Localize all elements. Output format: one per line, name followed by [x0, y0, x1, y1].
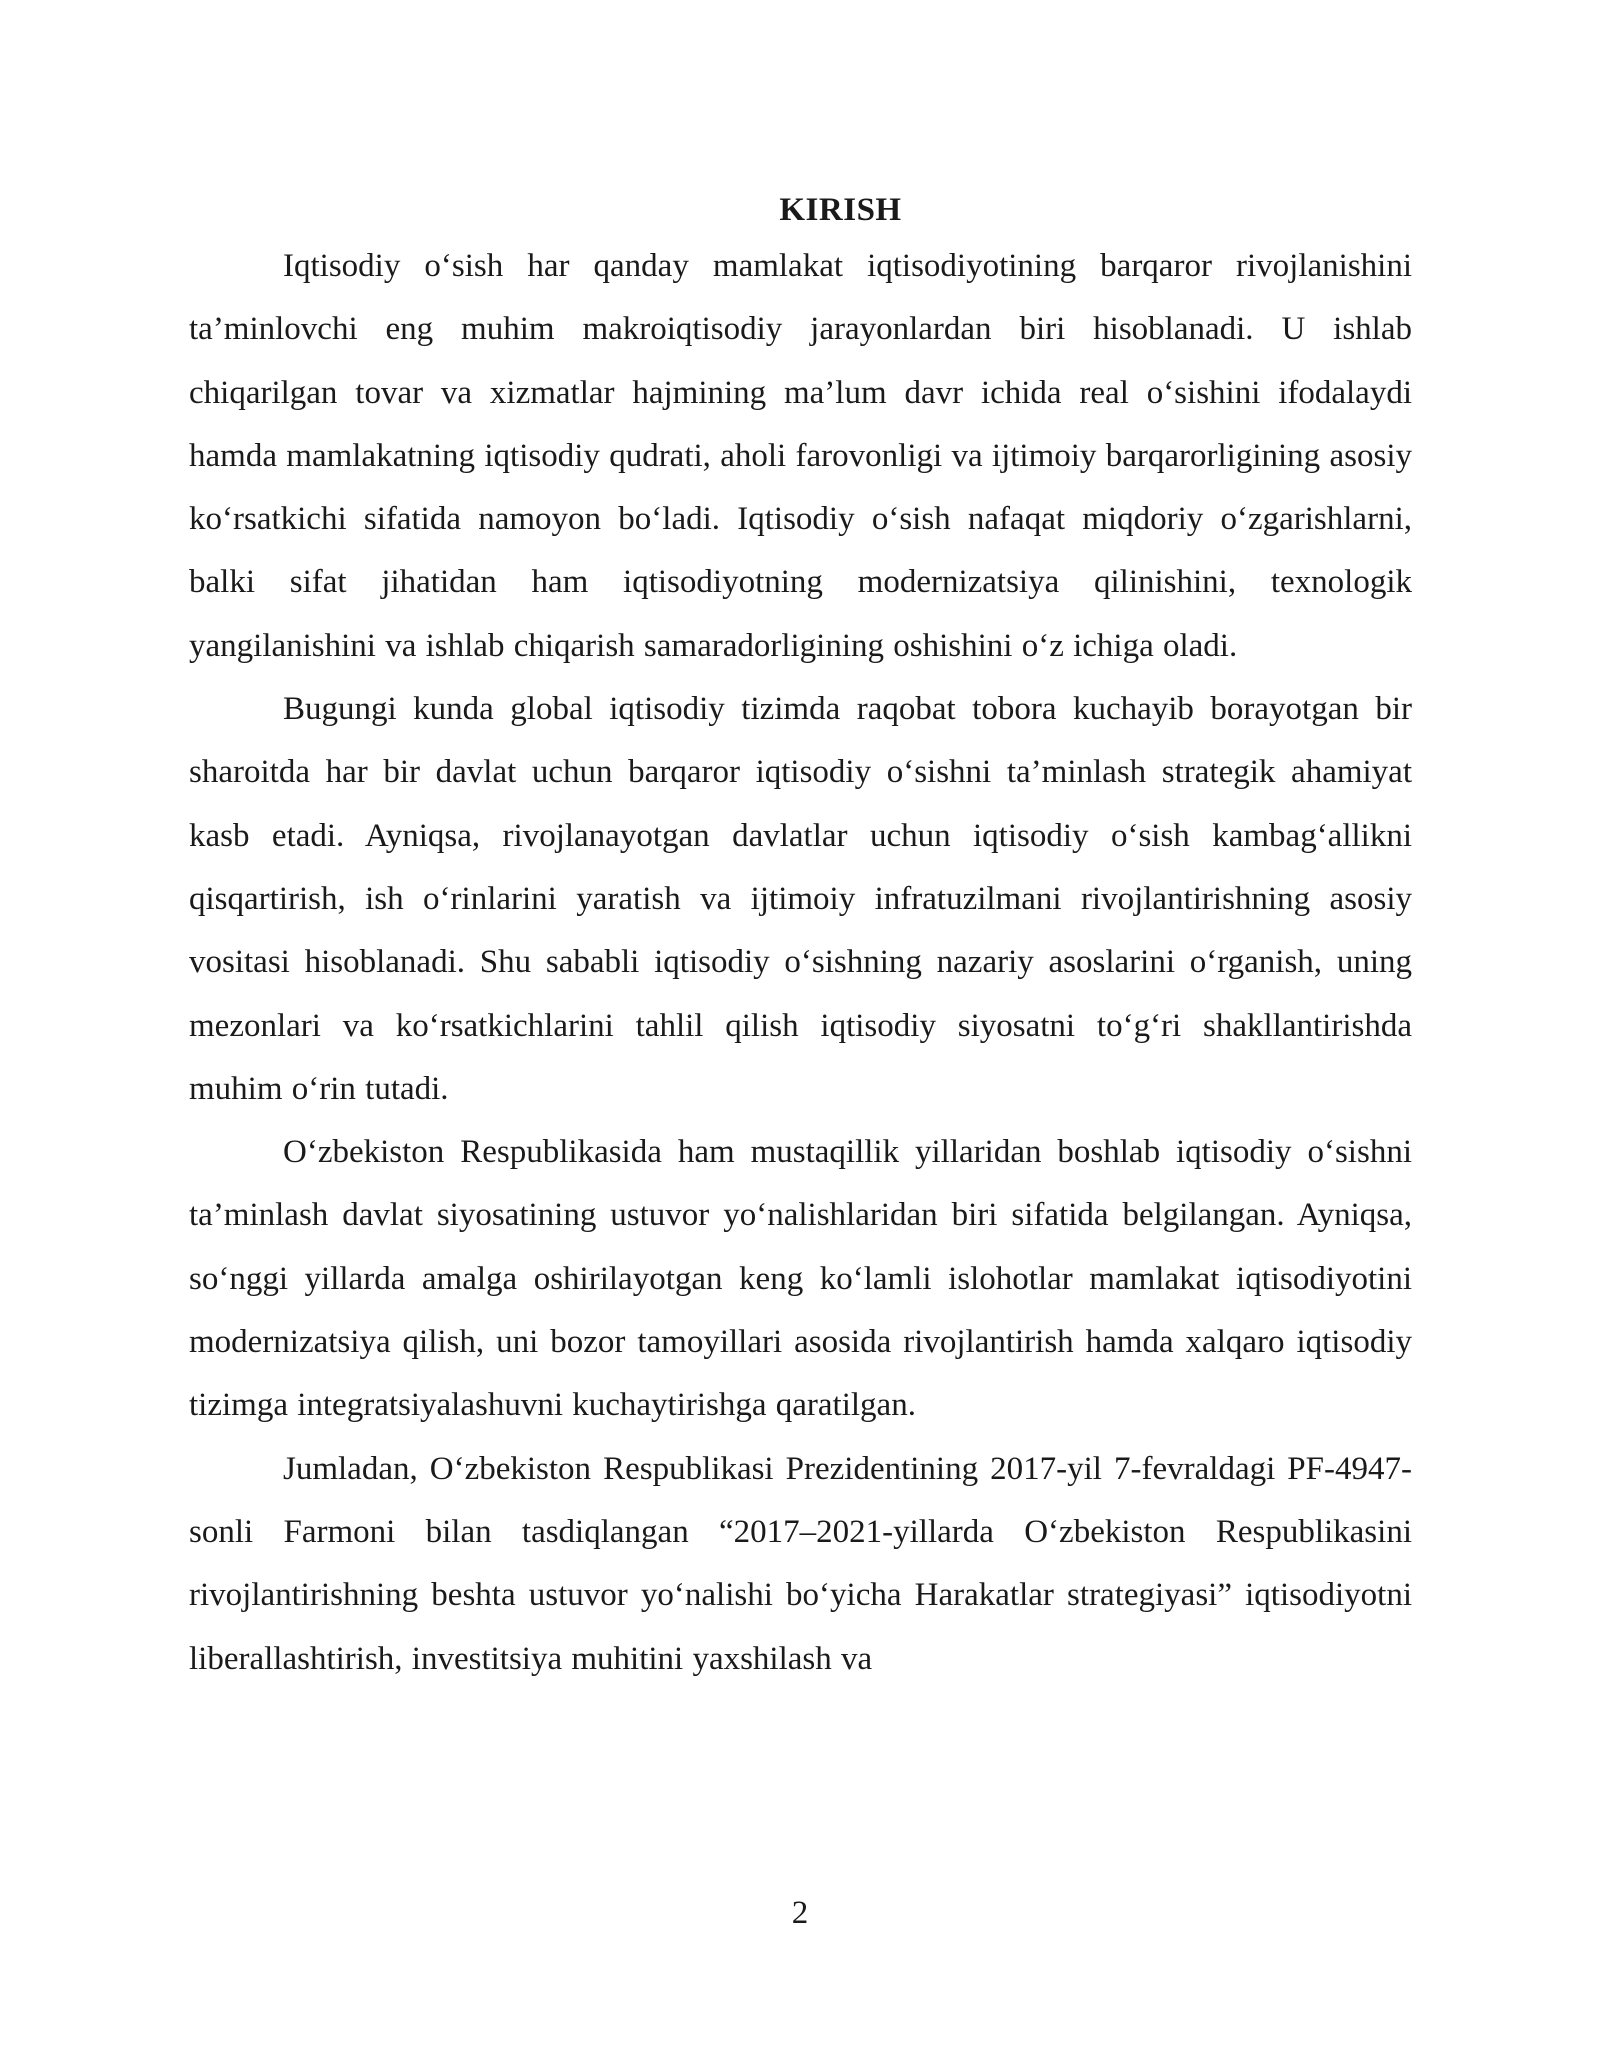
- paragraph-2: Bugungi kunda global iqtisodiy tizimda raqobat tobora kuchayib borayotgan bir sharoitda har bir davlat uchun barqaror iqtisodiy o‘sishni ta’minlash strategik ahamiyat kasb etadi. Ayniqsa, rivojlanayotgan davlatlar uchun iqtisodiy o‘sish kambag‘allikni qisqartirish, ish o‘rinlarini yaratish va ijtimoiy infratuzilmani rivojlantirishning asosiy vositasi hisoblanadi. Shu sababli iqtisodiy o‘sishning nazariy asoslarini o‘rganish, uning mezonlari va ko‘rsatkichlarini tahlil qilish iqtisodiy siyosatni to‘g‘ri shakllantirishda muhim o‘rin tutadi.: [189, 691, 1412, 1107]
- section-heading: KIRISH: [779, 192, 902, 228]
- paragraph-3: O‘zbekiston Respublikasida ham mustaqillik yillaridan boshlab iqtisodiy o‘sishni ta’minlash davlat siyosatining ustuvor yo‘nalishlaridan biri sifatida belgilangan. Ayniqsa, so‘nggi yillarda amalga oshirilayotgan keng ko‘lamli islohotlar mamlakat iqtisodiyotini modernizatsiya qilish, uni bozor tamoyillari asosida rivojlantirish hamda xalqaro iqtisodiy tizimga integratsiyalashuvni kuchaytirishga qaratilgan.: [189, 1134, 1412, 1424]
- paragraph-4: Jumladan, O‘zbekiston Respublikasi Prezidentining 2017-yil 7-fevraldagi PF-4947-sonli Farmoni bilan tasdiqlangan “2017–2021-yillarda O‘zbekiston Respublikasini rivojlantirishning beshta ustuvor yo‘nalishi bo‘yicha Harakatlar strategiyasi” iqtisodiyotni liberallashtirish, investitsiya muhitini yaxshilash va: [189, 1450, 1412, 1677]
- page-content: [189, 185, 1412, 1691]
- page-number: 2: [791, 1895, 809, 1931]
- paragraph-1: Iqtisodiy o‘sish har qanday mamlakat iqtisodiyotining barqaror rivojlanishini ta’minlovchi eng muhim makroiqtisodiy jarayonlardan biri hisoblanadi. U ishlab chiqarilgan tovar va xizmatlar hajmining ma’lum davr ichida real o‘sishini ifodalaydi hamda mamlakatning iqtisodiy qudrati, aholi farovonligi va ijtimoiy barqarorligining asosiy ko‘rsatkichi sifatida namoyon bo‘ladi. Iqtisodiy o‘sish nafaqat miqdoriy o‘zgarishlarni, balki sifat jihatidan ham iqtisodiyotning modernizatsiya qilinishini, texnologik yangilanishini va ishlab chiqarish samaradorligining oshishini o‘z ichiga oladi.: [189, 248, 1412, 664]
